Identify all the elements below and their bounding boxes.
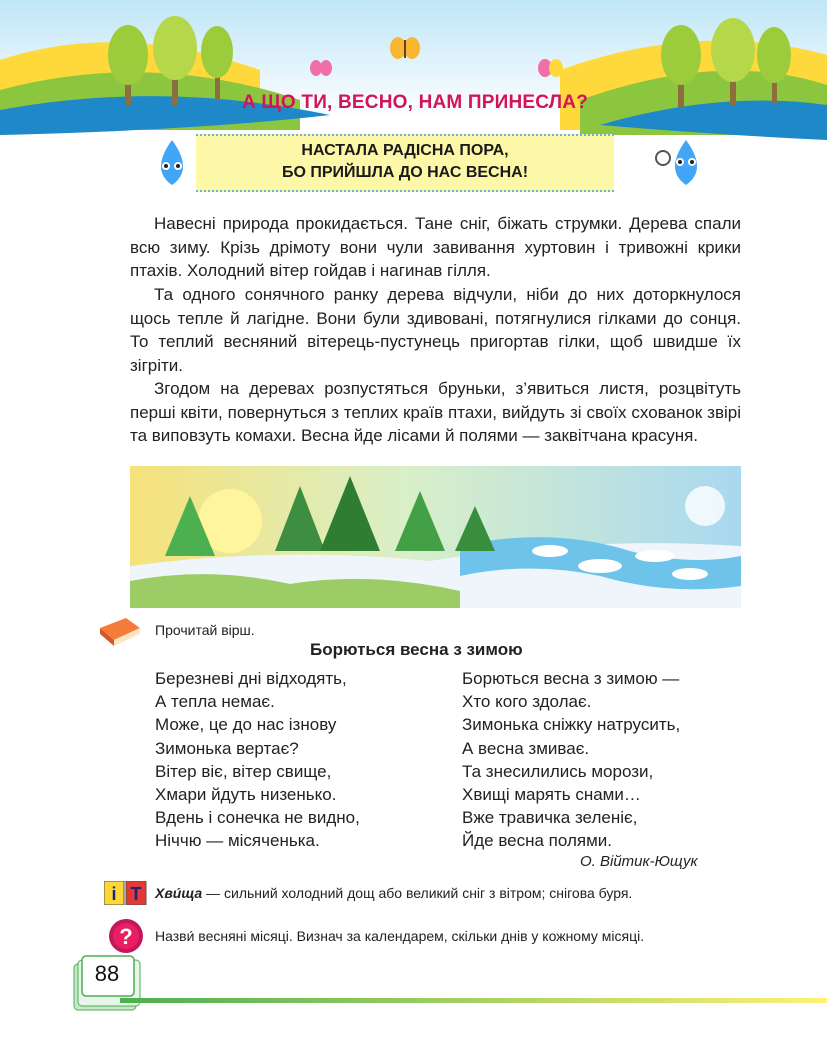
banner-line: НАСТАЛА РАДІСНА ПОРА, (301, 142, 509, 159)
page-number: 88 (94, 961, 120, 986)
footer-divider (120, 998, 827, 1003)
spring-landscape-illustration (130, 466, 741, 608)
mascot-drop-left-icon (161, 140, 183, 185)
poem-line: Може, це до нас ізнову (155, 715, 337, 735)
info-icon (104, 881, 148, 905)
glossary-definition: — сильний холодний дощ або великий сніг з вітром; снігова буря. (202, 885, 633, 901)
story-paragraph: Навесні природа прокидається. Тане сніг, біжать струмки. Дерева спали всю зиму. Крізь дрімоту вони чули завивання хуртовин і тривожні крики птахів. Холодний вітер гойдав і нагинав гілля. (130, 214, 741, 280)
poem-line: Та знесилились морози, (462, 761, 654, 781)
svg-text:T: T (130, 884, 142, 904)
poem-line: Вдень і сонечка не видно, (155, 808, 360, 828)
poem-line: Борються весна з зимою — (462, 669, 680, 688)
question-text: Назви́ весняні місяці. Визнач за календарем, скільки днів у кожному місяці. (155, 928, 645, 944)
banner-line: БО ПРИЙШЛА ДО НАС ВЕСНА! (281, 164, 529, 181)
poem-line: Вітер віє, вітер свище, (155, 761, 332, 781)
poem-line: Хто кого здолає. (462, 692, 592, 712)
glossary-term: Хвúща (155, 885, 203, 901)
poem-author: О. Війтик-Ющук (580, 853, 698, 870)
butterfly-icon (390, 37, 420, 59)
svg-text:i: i (111, 884, 117, 904)
svg-text:?: ? (119, 924, 133, 949)
poem-line: Зимонька сніжку натрусить, (462, 715, 681, 735)
poem-line: Березневі дні відходять, (155, 669, 347, 688)
glossary-entry (155, 885, 632, 901)
story-paragraph: Та одного сонячного ранку дерева відчули, ніби до них доторкнулося щось тепле й лагідне. Вони були здивовані, потягнулися гілками до сонця. То теплий весняний вітерець-пустунець пригортав гілки, щоб швидше їх зігріти. (130, 285, 741, 375)
poem-column-left (155, 667, 360, 853)
poem-line: А тепла немає. (155, 692, 275, 712)
poem-line: Вже травичка зеленіє, (462, 808, 638, 828)
poem-column-right (462, 667, 680, 853)
poem-line: А весна змиває. (462, 738, 590, 758)
poem-line: Хмари йдуть низенько. (155, 785, 337, 805)
poem-title: Борються весна з зимою (310, 640, 523, 659)
poem-line: Ніччю — місяченька. (155, 831, 320, 851)
poem-line: Зимонька вертає? (155, 738, 299, 758)
poem-line: Йде весна полями. (462, 831, 612, 851)
subtitle-banner (196, 134, 614, 192)
read-instruction: Прочитай вірш. (155, 622, 255, 638)
question-icon (108, 918, 144, 954)
story-paragraph: Згодом на деревах розпустяться бруньки, з’явиться листя, розцвітуть перші квіти, повернуться з теплих країв птахи, вийдуть зі своїх схованок звірі та виповзуть комахи. Весна йде лісами й полями — заквітчана красуня. (130, 379, 741, 445)
mascot-drop-right-icon (656, 140, 697, 185)
page-title: А ЩО ТИ, ВЕСНО, НАМ ПРИНЕСЛА? (241, 92, 589, 113)
book-icon (96, 614, 144, 650)
poem-line: Хвищі марять снами… (462, 785, 641, 805)
